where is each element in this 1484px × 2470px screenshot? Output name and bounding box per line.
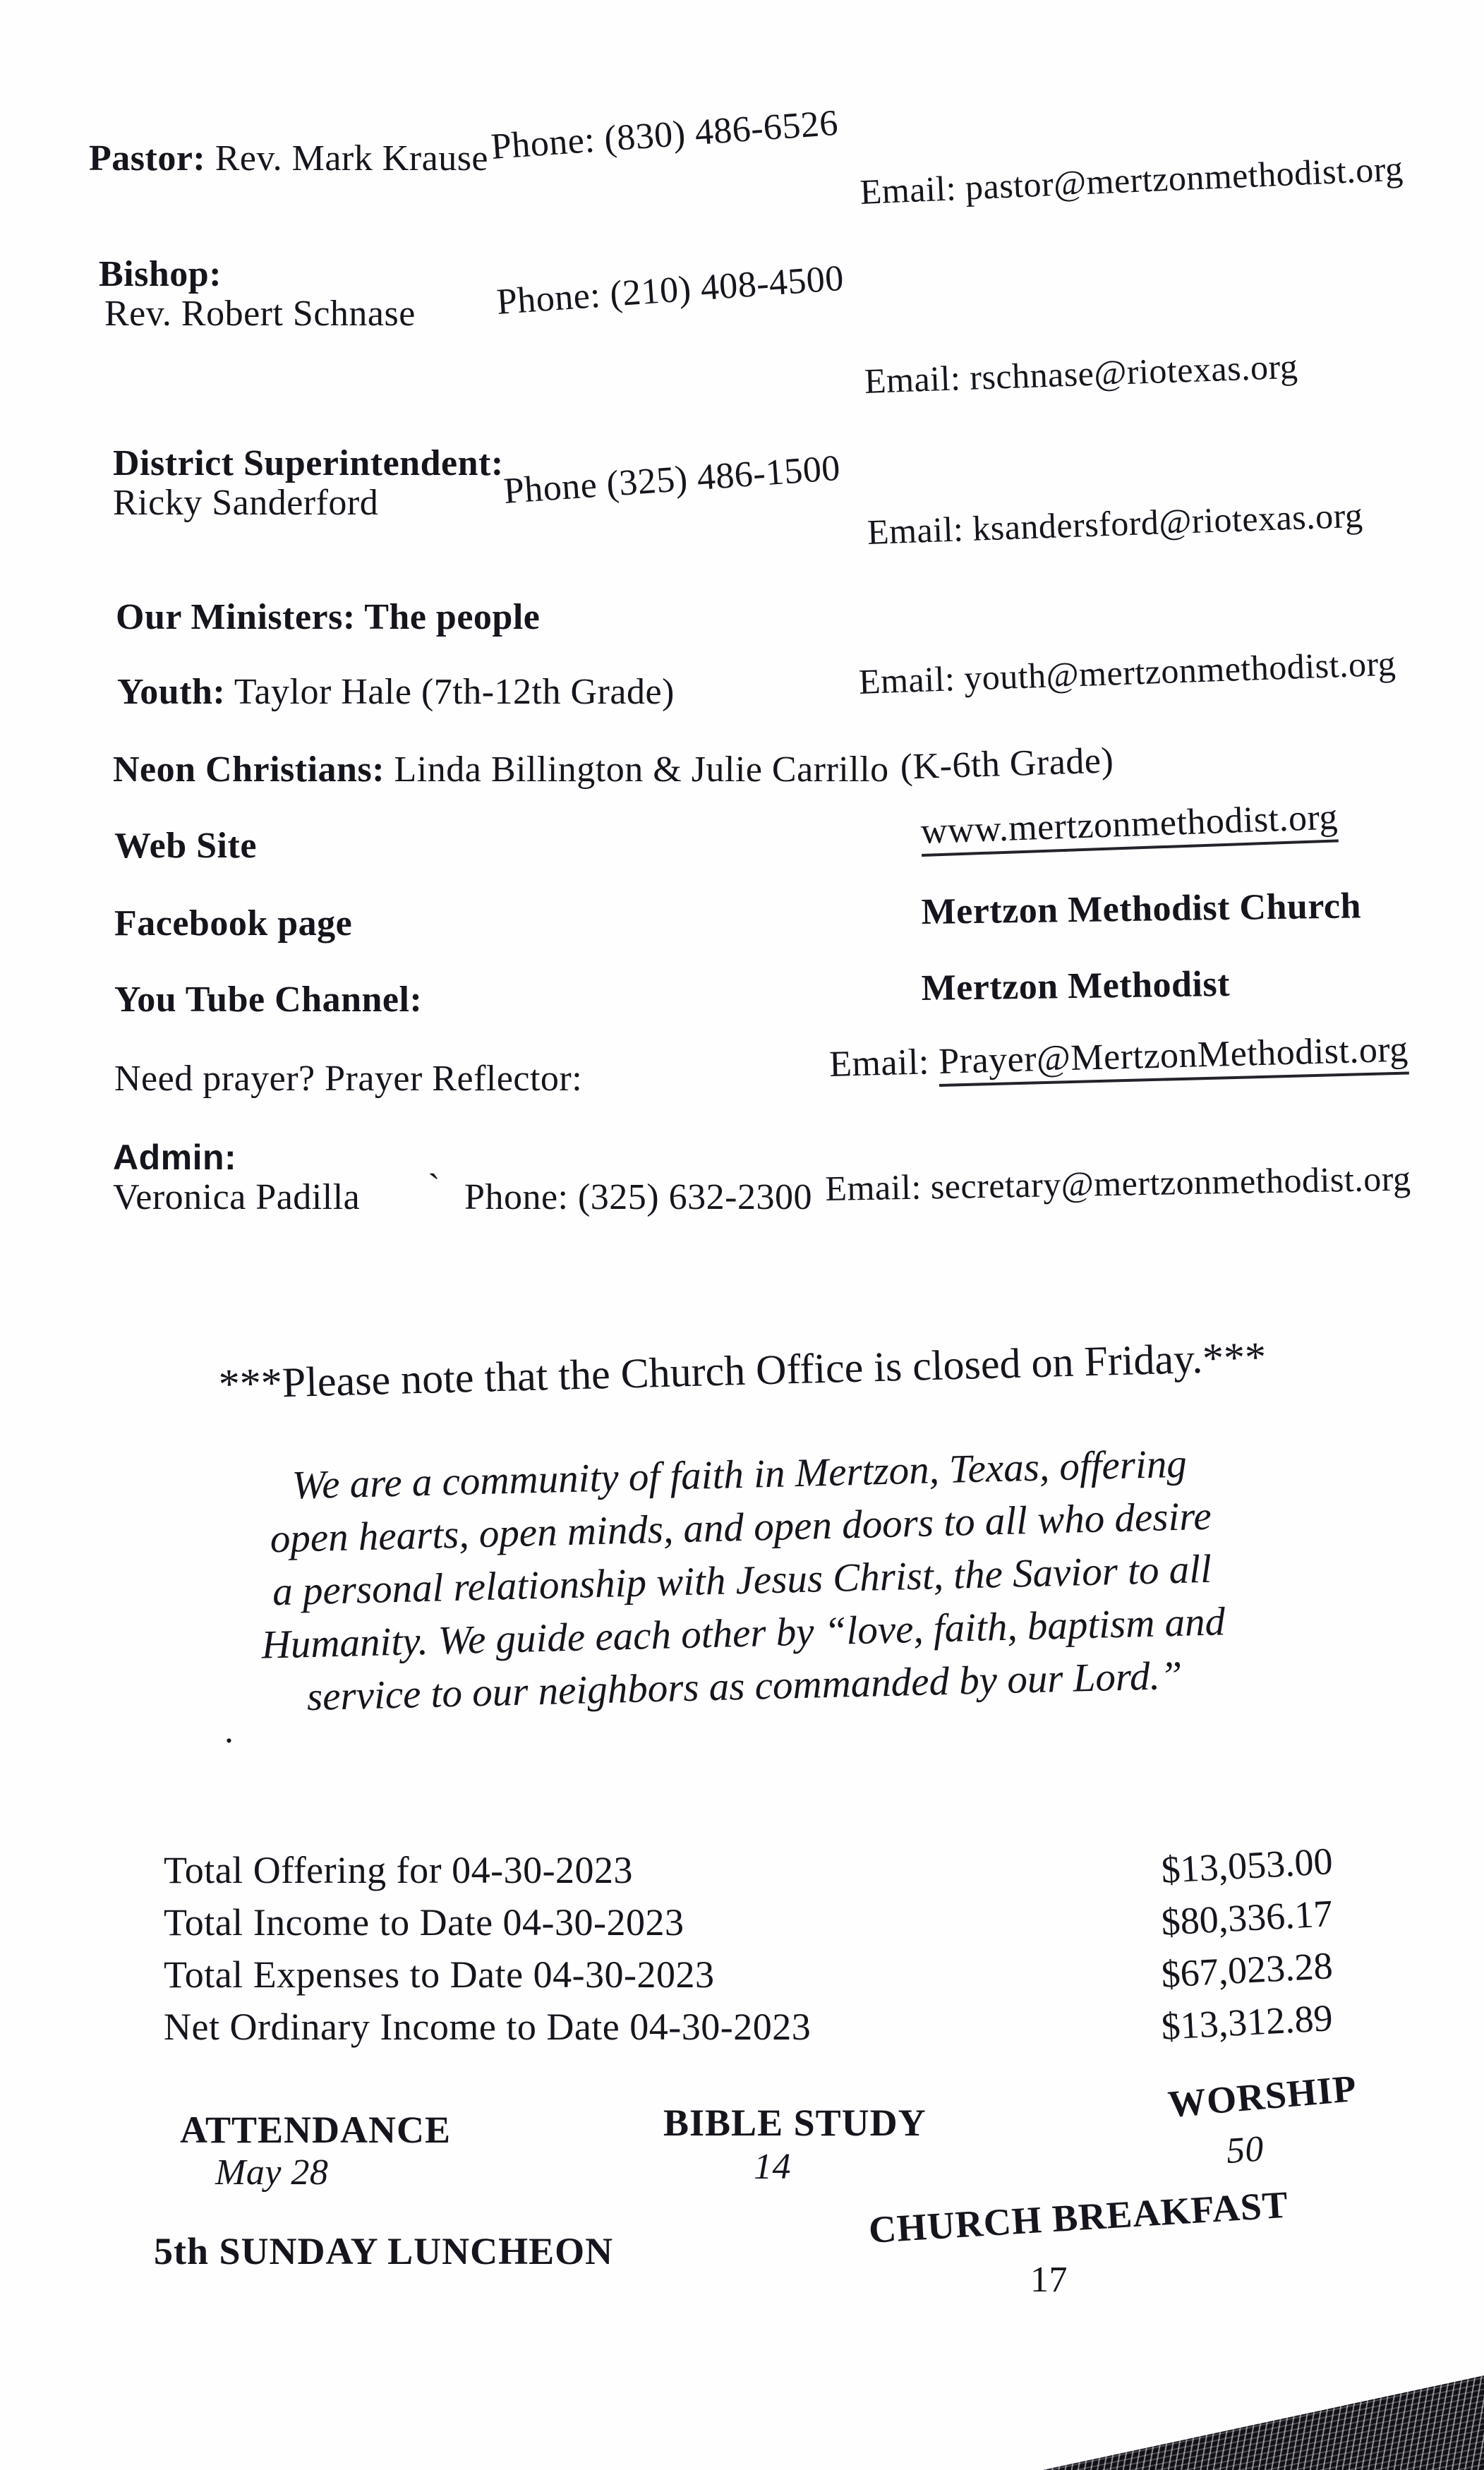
bible-study-header: BIBLE STUDY bbox=[663, 2102, 927, 2144]
our-ministers-line: Our Ministers: The people bbox=[116, 597, 541, 637]
admin-phone: Phone: (325) 632-2300 bbox=[464, 1177, 812, 1217]
church-breakfast-count: 17 bbox=[1030, 2260, 1068, 2300]
mission-statement bbox=[0, 1430, 1484, 1730]
finance-row-value: $80,336.17 bbox=[1160, 1892, 1334, 1944]
mission-line: a personal relationship with Jesus Christ, the Savior to all bbox=[272, 1546, 1212, 1615]
youth-email: Email: youth@mertzonmethodist.org bbox=[858, 643, 1397, 701]
prayer-label: Need prayer? Prayer Reflector: bbox=[114, 1059, 583, 1099]
mission-line: Humanity. We guide each other by “love, faith, baptism and bbox=[260, 1599, 1226, 1668]
pastor-phone: Phone: (830) 486-6526 bbox=[489, 102, 840, 168]
website-link-wrap bbox=[920, 797, 1339, 853]
district-superintendent-phone: Phone (325) 486-1500 bbox=[502, 447, 842, 512]
finance-row-label: Total Offering for 04-30-2023 bbox=[164, 1849, 634, 1891]
neon-christians-names: Linda Billington & Julie Carrillo bbox=[385, 749, 889, 790]
attendance-date: May 28 bbox=[215, 2152, 329, 2193]
bishop-email: Email: rschnase@riotexas.org bbox=[864, 346, 1299, 401]
luncheon-header: 5th SUNDAY LUNCHEON bbox=[154, 2230, 614, 2272]
finance-row-label: Total Expenses to Date 04-30-2023 bbox=[164, 1953, 715, 1996]
neon-christians-grade: (K-6th Grade) bbox=[899, 740, 1114, 788]
neon-christians-row bbox=[113, 740, 1114, 790]
pastor-email: Email: pastor@mertzonmethodist.org bbox=[859, 148, 1404, 212]
mission-line: service to our neighbors as commanded by our Lord.” bbox=[306, 1653, 1183, 1720]
admin-row bbox=[113, 1167, 812, 1218]
youth-row bbox=[117, 672, 675, 713]
prayer-email-link[interactable]: Prayer@MertzonMethodist.org bbox=[939, 1030, 1409, 1087]
admin-label: Admin: bbox=[113, 1138, 237, 1177]
finance-row-value: $13,312.89 bbox=[1160, 1996, 1334, 2048]
pastor-row bbox=[89, 138, 488, 179]
stray-tick-mark: ` bbox=[428, 1167, 441, 1207]
website-link[interactable]: www.mertzonmethodist.org bbox=[920, 797, 1339, 857]
finance-row-label: Total Income to Date 04-30-2023 bbox=[164, 1901, 684, 1944]
youth-label: Youth: bbox=[117, 672, 226, 712]
neon-christians-label: Neon Christians: bbox=[113, 749, 385, 790]
pastor-label: Pastor: bbox=[89, 138, 206, 179]
mission-line: open hearts, open minds, and open doors to all who desire bbox=[270, 1493, 1212, 1562]
church-breakfast-header: CHURCH BREAKFAST bbox=[867, 2183, 1290, 2252]
mission-line: We are a community of faith in Mertzon, Texas, offering bbox=[291, 1441, 1188, 1508]
finance-row-value: $13,053.00 bbox=[1160, 1840, 1334, 1891]
district-superintendent-label: District Superintendent: bbox=[113, 443, 504, 483]
youth-name: Taylor Hale (7th-12th Grade) bbox=[225, 672, 675, 712]
district-superintendent-email: Email: ksandersford@riotexas.org bbox=[867, 495, 1364, 552]
office-closed-notice: ***Please note that the Church Office is closed on Friday.*** bbox=[217, 1333, 1267, 1408]
finance-row-label: Net Ordinary Income to Date 04-30-2023 bbox=[164, 2006, 812, 2048]
bible-study-count: 14 bbox=[754, 2147, 791, 2187]
bishop-phone: Phone: (210) 408-4500 bbox=[495, 258, 845, 323]
worship-header: WORSHIP bbox=[1166, 2066, 1358, 2126]
scan-artifact-fabric-corner bbox=[1043, 2373, 1484, 2470]
website-label: Web Site bbox=[114, 826, 257, 866]
admin-name: Veronica Padilla bbox=[113, 1177, 361, 1217]
facebook-page-name: Mertzon Methodist Church bbox=[921, 886, 1362, 933]
prayer-email-row bbox=[828, 1030, 1408, 1086]
facebook-label: Facebook page bbox=[114, 903, 353, 944]
bishop-label: Bishop: bbox=[99, 254, 222, 294]
bishop-name: Rev. Robert Schnase bbox=[104, 294, 416, 334]
admin-email: Email: secretary@mertzonmethodist.org bbox=[825, 1158, 1411, 1208]
district-superintendent-name: Ricky Sanderford bbox=[113, 483, 379, 523]
pastor-name: Rev. Mark Krause bbox=[205, 138, 489, 179]
prayer-email-prefix: Email: bbox=[828, 1041, 940, 1085]
youtube-channel-name: Mertzon Methodist bbox=[921, 963, 1231, 1009]
attendance-header: ATTENDANCE bbox=[180, 2109, 452, 2151]
worship-count: 50 bbox=[1224, 2128, 1265, 2172]
finance-row-value: $67,023.28 bbox=[1160, 1944, 1334, 1996]
youtube-label: You Tube Channel: bbox=[114, 980, 423, 1020]
stray-dot-mark: . bbox=[224, 1711, 234, 1751]
